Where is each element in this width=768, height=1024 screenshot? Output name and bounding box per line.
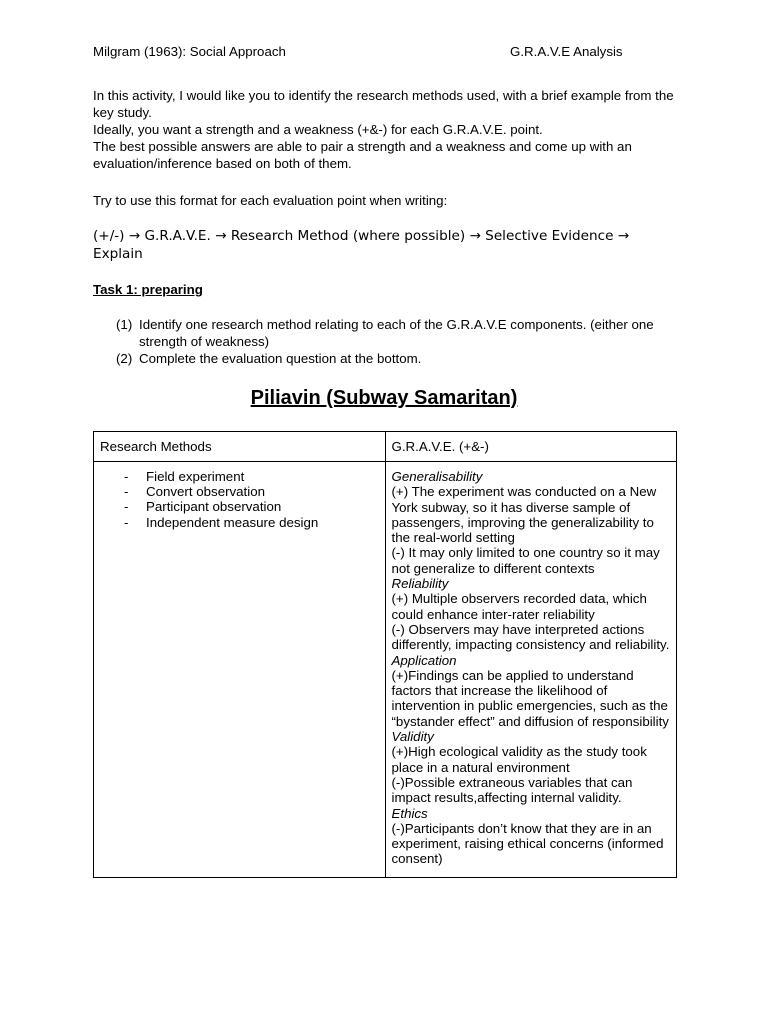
- methods-cell: [94, 462, 386, 878]
- task-item-number: (2): [116, 351, 133, 366]
- task-item-number: (1): [116, 317, 133, 332]
- table-header-grave: G.R.A.V.E. (+&-): [385, 432, 677, 462]
- method-label: Participant observation: [146, 499, 282, 515]
- evaluation-category: Generalisability: [391, 469, 483, 484]
- document-title: Piliavin (Subway Samaritan): [250, 387, 518, 409]
- evaluation-category: Ethics: [391, 805, 428, 821]
- evaluation-block: [392, 468, 671, 871]
- evaluation-point: (+) The experiment was conducted on a New York subway, so it has diverse sample of passengers, improving the generalizability to the real-world setting: [391, 484, 657, 546]
- intro-paragraph: In this activity, I would like you to identify the research methods used, with a brief example from the key study.: [93, 88, 674, 120]
- format-hint: Try to use this format for each evaluation point when writing:: [93, 193, 448, 208]
- header-subtitle: G.R.A.V.E Analysis: [510, 44, 623, 59]
- task-item: [116, 350, 676, 367]
- intro-paragraph: Ideally, you want a strength and a weakness (+&-) for each G.R.A.V.E. point.: [93, 122, 543, 137]
- header-title: Milgram (1963): Social Approach: [93, 44, 286, 59]
- evaluation-point: (-) Observers may have interpreted actions differently, impacting consistency and reliability.: [391, 621, 670, 653]
- task-item: [116, 316, 676, 350]
- bullet-dash: -: [124, 469, 129, 484]
- intro-text: [93, 87, 683, 172]
- method-item: [100, 499, 379, 514]
- method-item: [100, 515, 379, 530]
- evaluation-point: (+)High ecological validity as the study took place in a natural environment: [391, 744, 647, 775]
- intro-paragraph: The best possible answers are able to pair a strength and a weakness and come up with an evaluation/inference based on both of them.: [93, 139, 632, 171]
- method-label: Independent measure design: [146, 514, 319, 530]
- task-item-text: Identify one research method relating to each of the G.R.A.V.E components. (either one strength of weakness): [139, 317, 654, 349]
- evaluation-category: Application: [391, 652, 457, 668]
- evaluation-point: (-)Possible extraneous variables that can impact results,affecting internal validity.: [391, 774, 633, 806]
- evaluation-point: (+) Multiple observers recorded data, which could enhance inter-rater reliability: [391, 591, 647, 622]
- task-item-text: Complete the evaluation question at the bottom.: [139, 351, 422, 366]
- table-header-row: [94, 432, 677, 462]
- bullet-dash: -: [124, 514, 129, 530]
- table-header-methods: Research Methods: [94, 432, 386, 462]
- evaluation-category: Reliability: [391, 576, 449, 592]
- method-item: [100, 469, 379, 484]
- method-label: Convert observation: [146, 484, 265, 500]
- task-title: Task 1: preparing: [93, 282, 203, 297]
- task-list: [116, 316, 676, 367]
- evaluation-point: (-) It may only limited to one country so it may not generalize to different contexts: [391, 545, 660, 576]
- method-label: Field experiment: [146, 469, 245, 484]
- grave-table: [93, 431, 677, 878]
- bullet-dash: -: [124, 484, 129, 500]
- evaluation-cell: [385, 462, 677, 878]
- bullet-dash: -: [124, 499, 129, 515]
- evaluation-point: (+)Findings can be applied to understand factors that increase the likelihood of intervention in public emergencies, such as the “bystander effect” and diffusion of responsibility: [391, 667, 669, 729]
- evaluation-point: (-)Participants don’t know that they are in an experiment, raising ethical concerns (informed consent): [391, 820, 664, 867]
- format-line: (+/-) → G.R.A.V.E. → Research Method (where possible) → Selective Evidence → Explain: [93, 228, 630, 262]
- evaluation-category: Validity: [391, 729, 434, 745]
- method-list: [100, 468, 379, 530]
- method-item: [100, 484, 379, 499]
- table-row: [94, 462, 677, 878]
